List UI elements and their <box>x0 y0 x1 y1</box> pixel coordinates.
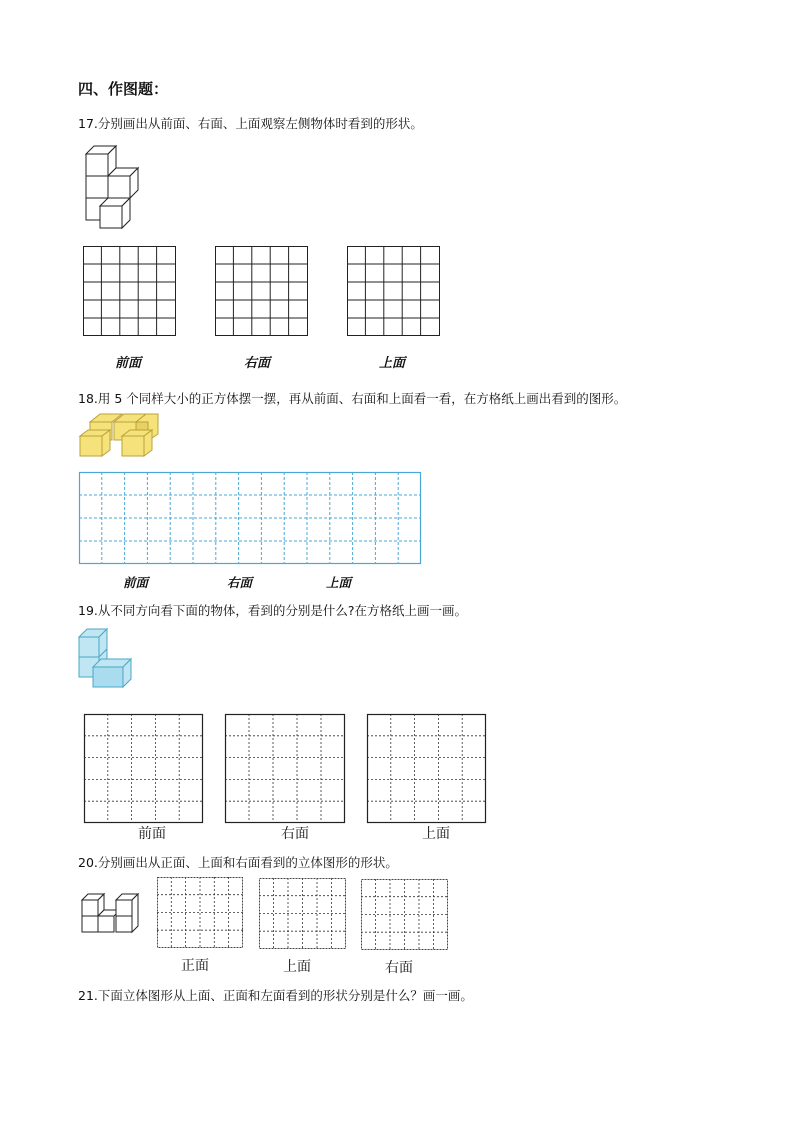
q17-caption-right: 右面 <box>244 356 271 371</box>
question-19-text: 19.从不同方向看下面的物体，看到的分别是什么?在方格纸上画一画。 <box>78 603 468 618</box>
section-heading: 四、作图题： <box>78 80 169 98</box>
q18-caption-top: 上面 <box>326 575 352 590</box>
q17-grid-right <box>215 246 308 336</box>
q19-grid-right <box>225 714 345 823</box>
q20-caption-front: 正面 <box>181 958 209 974</box>
q20-caption-top: 上面 <box>283 959 311 975</box>
q19-caption-front: 前面 <box>138 826 166 842</box>
q20-grid-right <box>361 879 448 950</box>
q20-caption-right: 右面 <box>385 960 413 976</box>
q19-caption-right: 右面 <box>281 826 309 842</box>
q17-grid-front <box>83 246 176 336</box>
question-17-text: 17.分别画出从前面、右面、上面观察左侧物体时看到的形状。 <box>78 116 423 131</box>
question-21-text: 21.下面立体图形从上面、正面和左面看到的形状分别是什么？画一画。 <box>78 988 473 1003</box>
q18-caption-right: 右面 <box>227 575 253 590</box>
q19-cube-figure <box>77 627 135 691</box>
q20-grid-front <box>157 877 243 948</box>
q18-grid-strip <box>79 472 422 565</box>
q17-caption-top: 上面 <box>379 356 406 371</box>
q19-grid-top <box>367 714 486 823</box>
q19-grid-front <box>84 714 203 823</box>
q17-grid-top <box>347 246 440 336</box>
q20-cube-figure <box>80 890 142 936</box>
question-18-text: 18.用 5 个同样大小的正方体摆一摆，再从前面、右面和上面看一看，在方格纸上画出看到的图形。 <box>78 391 627 406</box>
question-20-text: 20.分别画出从正面、上面和右面看到的立体图形的形状。 <box>78 855 398 870</box>
q17-cube-figure <box>80 140 150 235</box>
q20-grid-top <box>259 878 346 949</box>
q17-caption-front: 前面 <box>115 356 142 371</box>
q18-caption-front: 前面 <box>123 575 149 590</box>
q19-caption-top: 上面 <box>422 826 450 842</box>
q18-cube-figure <box>80 418 162 460</box>
